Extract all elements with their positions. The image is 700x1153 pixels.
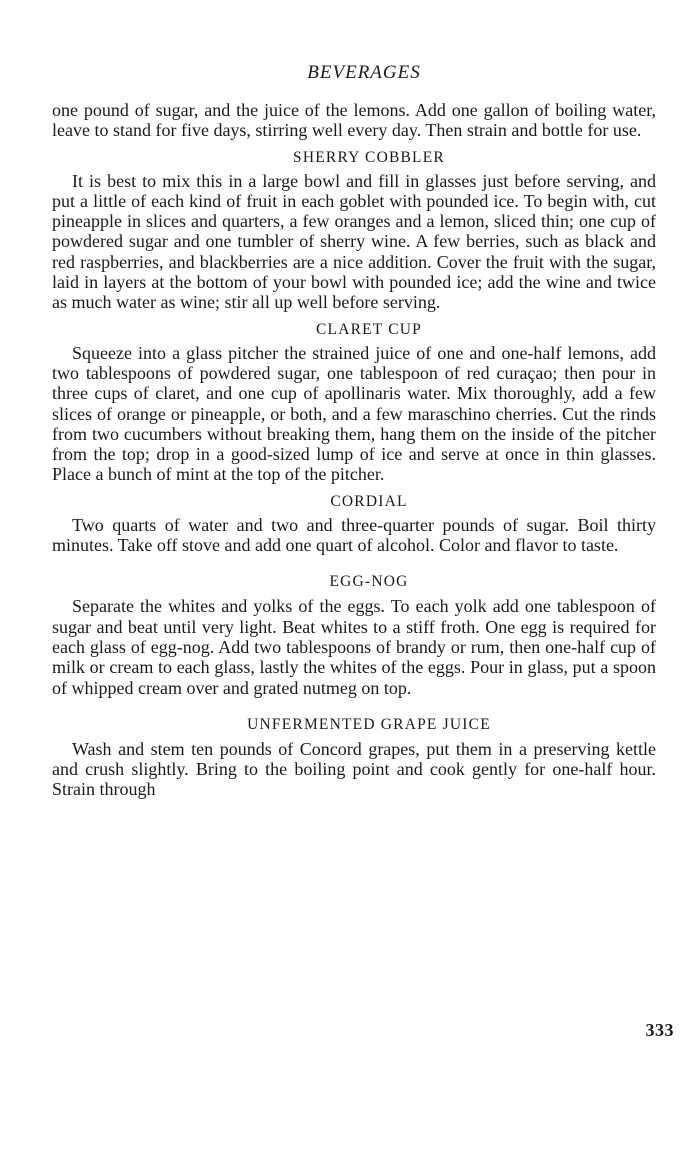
paragraph-sherry-cobbler: It is best to mix this in a large bowl and fill in glasses just before serving, and put a little of each kind of fruit in each goblet with pounded ice. To begin with, cut pineapple in slices and quarters, a few oranges and a lemon, sliced thin; one cup of powdered sugar and one tumbler of sherry wine. A few berries, such as black and red raspberries, and blackberries are a nice addition. Cover the fruit with the sugar, laid in layers at the bottom of your bowl with pounded ice; add the wine and twice as much water as wine; stir all up well before serving. — [52, 170, 656, 313]
heading-sherry-cobbler: SHERRY COBBLER — [293, 148, 445, 166]
running-head: BEVERAGES — [307, 62, 421, 83]
heading-cordial: CORDIAL — [330, 492, 408, 510]
paragraph-egg-nog: Separate the whites and yolks of the eggs. To each yolk add one tablespoon of sugar and beat until very light. Beat whites to a stiff froth. One egg is required for each glass of egg-nog. Add two tablespoons of brandy or rum, then one-half cup of milk or cream to each glass, lastly the whites of the eggs. Pour in glass, put a spoon of whipped cream over and grated nutmeg on top. — [52, 596, 656, 698]
book-page — [52, 62, 656, 800]
continued-paragraph: one pound of sugar, and the juice of the lemons. Add one gallon of boiling water, leave to stand for five days, stirring well every day. Then strain and bottle for use. — [52, 100, 656, 141]
heading-egg-nog: EGG-NOG — [329, 573, 409, 591]
paragraph-cordial: Two quarts of water and two and three-quarter pounds of sugar. Boil thirty minutes. Take off stove and add one quart of alcohol. Color and flavor to taste. — [52, 514, 656, 556]
paragraph-unfermented-grape-juice: Wash and stem ten pounds of Concord grapes, put them in a preserving kettle and crush slightly. Bring to the boiling point and cook gently for one-half hour. Strain through — [52, 738, 656, 800]
heading-claret-cup: CLARET CUP — [315, 320, 423, 338]
paragraph-claret-cup: Squeeze into a glass pitcher the strained juice of one and one-half lemons, add two tablespoons of powdered sugar, one tablespoon of red curaçao; then pour in three cups of claret, and one cup of apollinaris water. Mix thoroughly, add a few slices of orange or pineapple, or both, and a few maraschino cherries. Cut the rinds from two cucumbers without breaking them, hang them on the inside of the pitcher from the top; drop in a good-sized lump of ice and serve at once in thin glasses. Place a bunch of mint at the top of the pitcher. — [52, 342, 656, 485]
page-number: 333 — [645, 1020, 674, 1040]
heading-unfermented-grape-juice: UNFERMENTED GRAPE JUICE — [247, 715, 491, 733]
